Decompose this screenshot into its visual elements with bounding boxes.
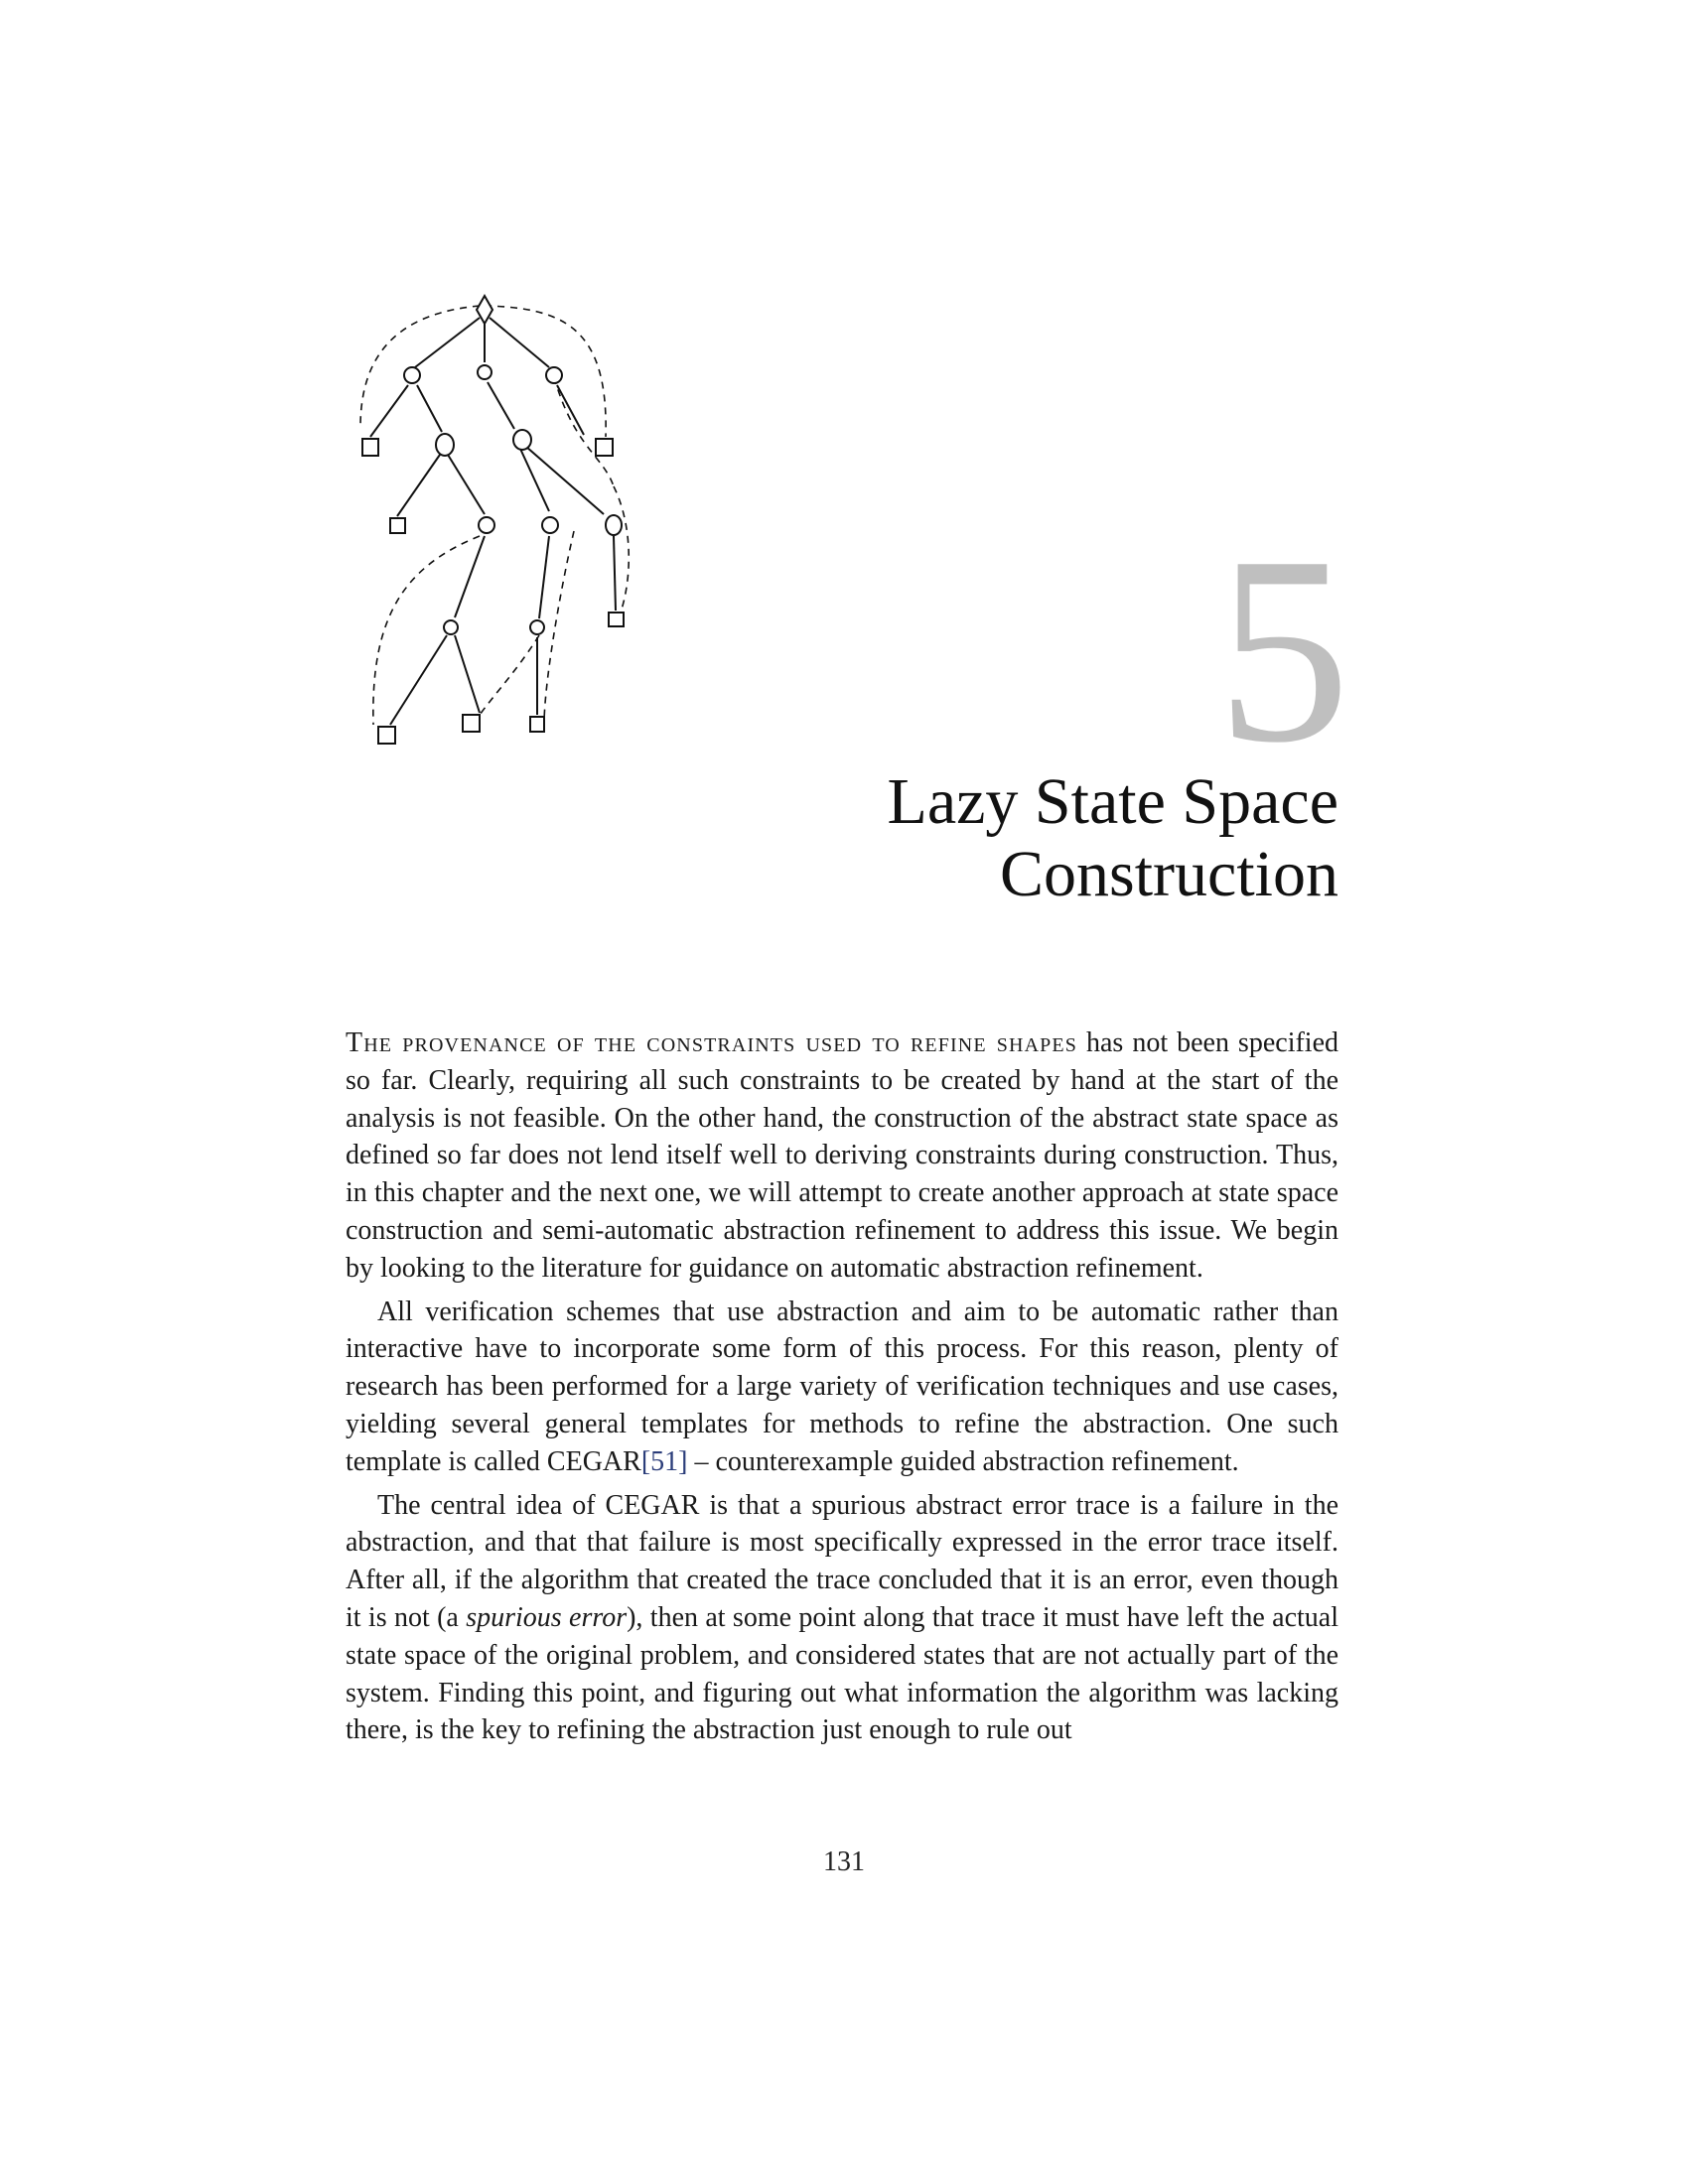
tree-edge xyxy=(455,536,485,617)
paragraph-text: has not been specified so far. Clearly, requiring all such constraints to be created by hand at the start of the analysis is not feasible. On the other hand, the construction of the abstract state space as defined so far does not lend itself well to deriving constraints during construction. Thus, in this chapter and the next one, we will attempt to create another approach at state space construction and semi-automatic abstraction refinement to address this issue. We begin by looking to the literature for guidance on automatic abstraction refinement. xyxy=(346,1027,1338,1284)
paragraph-1 xyxy=(346,1024,1338,1288)
error-state-node xyxy=(378,727,395,744)
error-state-node xyxy=(530,717,544,732)
state-node xyxy=(478,365,492,379)
dashed-edge xyxy=(360,306,480,427)
tree-edge xyxy=(614,536,616,611)
state-node xyxy=(513,430,531,450)
tree-edge xyxy=(455,635,480,713)
state-node xyxy=(404,367,420,383)
state-node xyxy=(436,434,454,456)
error-state-node xyxy=(609,613,624,626)
tree-edge xyxy=(448,455,485,514)
tree-edge xyxy=(390,635,447,725)
state-node xyxy=(444,620,458,634)
citation-link[interactable]: [51] xyxy=(640,1445,688,1477)
tree-edge xyxy=(539,536,549,618)
tree-edge xyxy=(370,385,408,437)
chapter-number: 5 xyxy=(1216,501,1350,798)
tree-edge xyxy=(488,382,514,429)
dashed-edge xyxy=(485,306,606,437)
dashed-edge xyxy=(475,635,539,723)
state-node xyxy=(479,517,494,533)
dashed-edge xyxy=(544,531,574,725)
dashed-edge xyxy=(554,377,614,486)
paragraph-lead-in: The provenance of the constraints used to refine shapes xyxy=(346,1027,1077,1058)
dashed-edge xyxy=(373,536,480,725)
error-state-node xyxy=(463,715,480,732)
state-node xyxy=(542,517,558,533)
paragraph-3 xyxy=(346,1487,1338,1750)
error-state-node xyxy=(390,518,405,533)
tree-edge xyxy=(520,449,549,511)
state-node xyxy=(546,367,562,383)
body-text xyxy=(346,1024,1338,1755)
emphasis-text: spurious error xyxy=(466,1601,628,1633)
chapter-title: Lazy State Space Construction xyxy=(887,765,1338,910)
page-number: 131 xyxy=(823,1846,865,1877)
state-space-tree-figure xyxy=(346,288,673,754)
error-state-node xyxy=(362,439,378,456)
tree-edge xyxy=(557,385,584,435)
state-node xyxy=(530,620,544,634)
paragraph-text: – counterexample guided abstraction refinement. xyxy=(687,1445,1239,1477)
paragraph-text: The central idea of CEGAR is that a spurious abstract error trace is a failure in the abstraction, and that that failure is most specifically expressed in the error trace itself. After all, if the algorithm that created the trace concluded that it is an error, even though it is not (a xyxy=(346,1489,1338,1633)
tree-edge xyxy=(397,455,440,516)
tree-edge xyxy=(417,385,442,432)
paragraph-text: ), then at some point along that trace it must have left the actual state space of the original problem, and considered states that are not actually part of the system. Finding this point, and figuring out what information the algorithm was lacking there, is the key to refining the abstraction just enough to rule out xyxy=(346,1601,1338,1746)
tree-edge xyxy=(526,447,604,514)
paragraph-text: All verification schemes that use abstraction and aim to be automatic rather than interactive have to incorporate some form of this process. For this reason, plenty of research has been performed for a large variety of verification techniques and use cases, yielding several general templates for methods to refine the abstraction. One such template is called CEGAR xyxy=(346,1296,1338,1477)
paragraph-2 xyxy=(346,1294,1338,1481)
error-state-node xyxy=(596,439,613,456)
tree-edge xyxy=(415,318,480,367)
tree-edge xyxy=(490,318,549,367)
state-node xyxy=(606,515,622,535)
